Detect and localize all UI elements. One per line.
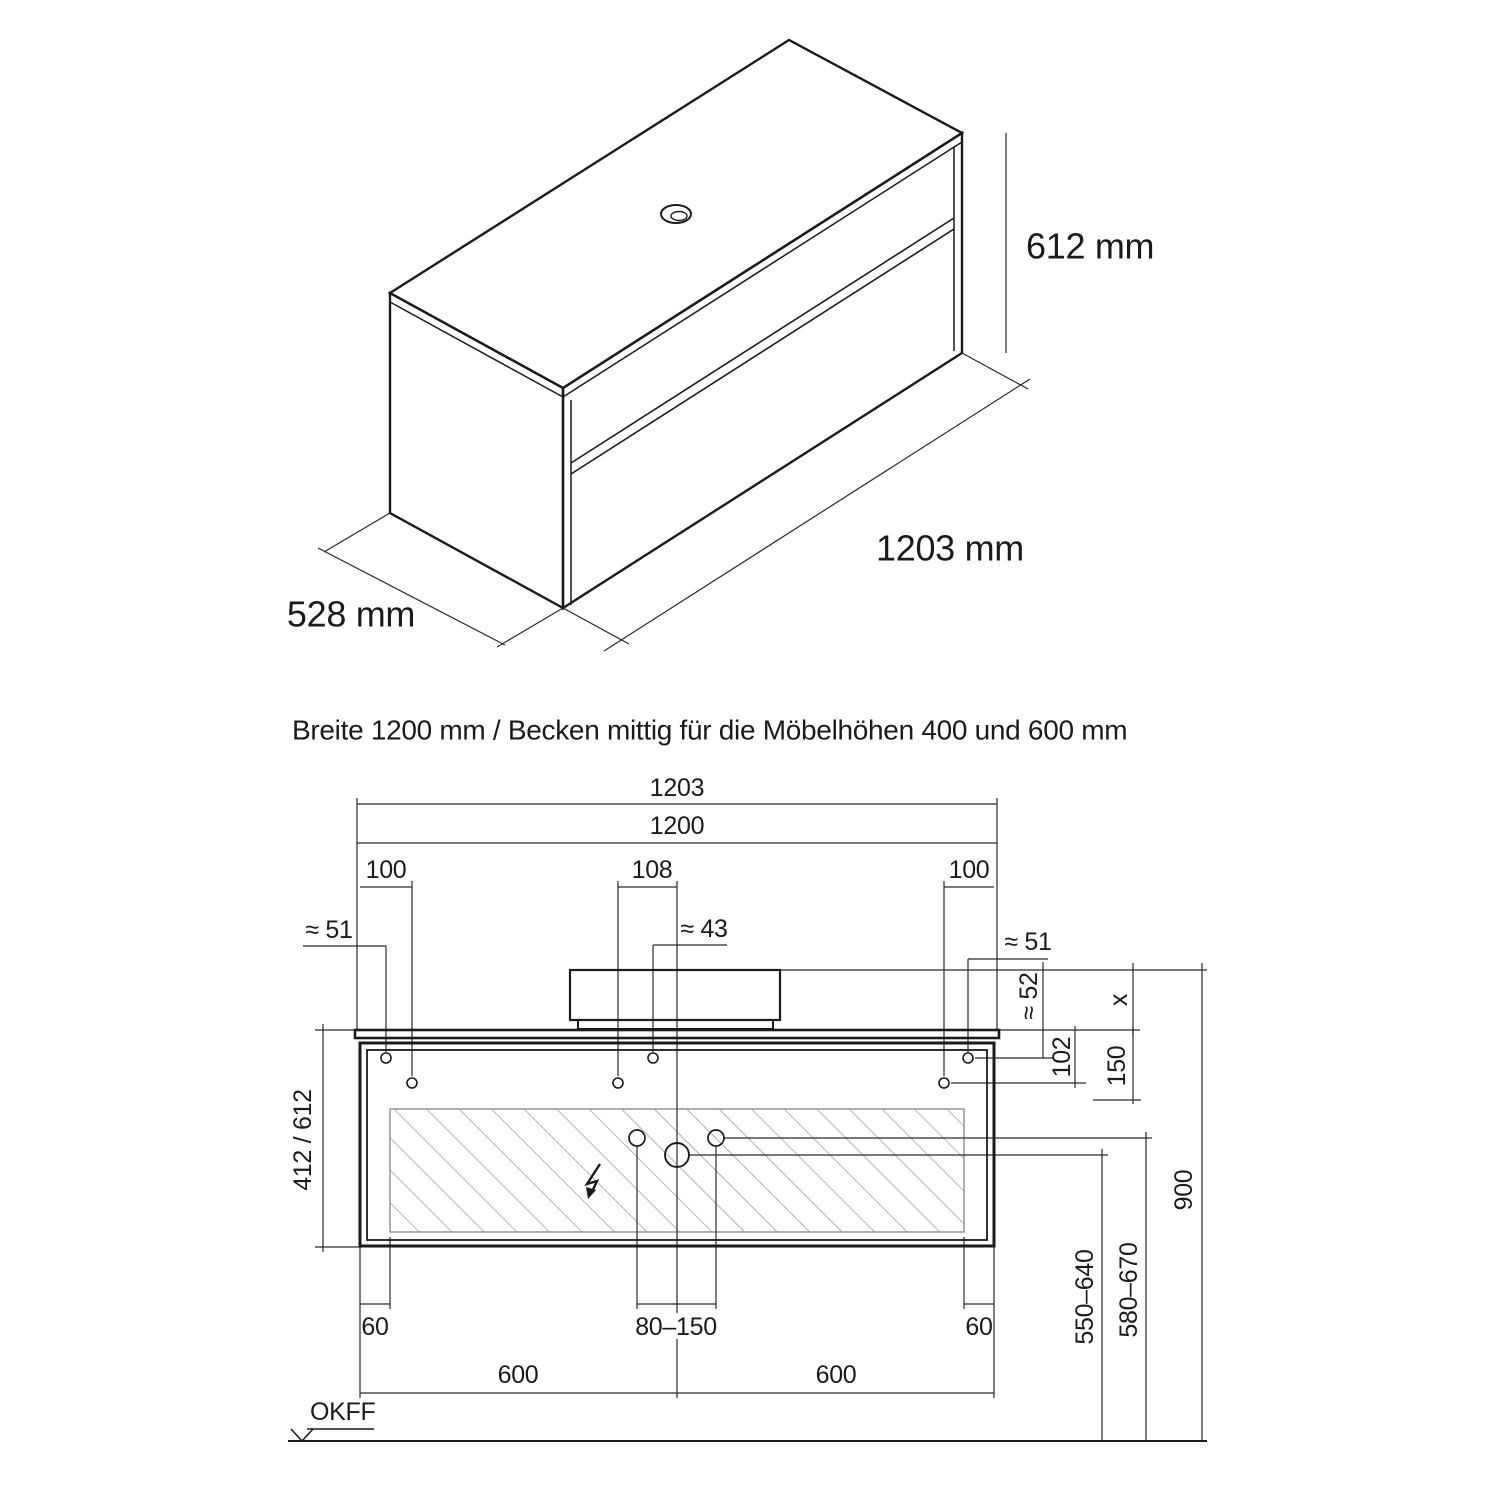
dim-80-150: 80–150 <box>635 1313 717 1341</box>
dim-102: 102 <box>1048 1036 1076 1078</box>
dim-approx-center: ≈ 43 <box>680 915 728 943</box>
iso-dimensions <box>318 133 1030 651</box>
front-view <box>288 774 1207 1441</box>
dim-approx-left: ≈ 51 <box>305 916 353 944</box>
dim-hole-offset-left: 100 <box>365 856 407 884</box>
vessel-basin <box>570 970 780 1029</box>
dim-range-inner: 550–640 <box>1071 1249 1099 1345</box>
dim-600-right: 600 <box>815 1361 857 1389</box>
dim-basin-height: x <box>1105 993 1133 1007</box>
dim-hole-offset-right: 100 <box>948 856 990 884</box>
dim-approx-top: ≈ 52 <box>1015 972 1043 1020</box>
dim-150: 150 <box>1103 1045 1131 1087</box>
dim-900: 900 <box>1170 1169 1198 1211</box>
dim-cabinet-height: 412 / 612 <box>289 1089 317 1191</box>
iso-height-label: 612 mm <box>1026 225 1155 267</box>
iso-depth-label: 528 mm <box>286 593 416 635</box>
dim-body-width: 1200 <box>649 812 705 840</box>
dim-overall-width: 1203 <box>649 774 705 802</box>
iso-cabinet-outline <box>390 40 962 608</box>
dim-hole-offset-center: 108 <box>631 856 673 884</box>
dim-60-right: 60 <box>965 1313 993 1341</box>
dim-600-left: 600 <box>497 1361 539 1389</box>
dim-60-left: 60 <box>361 1313 389 1341</box>
dim-range-outer: 580–670 <box>1115 1242 1143 1338</box>
iso-view <box>287 40 1154 651</box>
iso-faucet-hole <box>661 205 691 223</box>
caption: Breite 1200 mm / Becken mittig für die Möbelhöhen 400 und 600 mm <box>292 714 1128 746</box>
dim-approx-right: ≈ 51 <box>1004 928 1052 956</box>
floor-level <box>288 1429 1207 1441</box>
floor-label: OKFF <box>310 1398 376 1426</box>
iso-width-label: 1203 mm <box>876 527 1024 569</box>
